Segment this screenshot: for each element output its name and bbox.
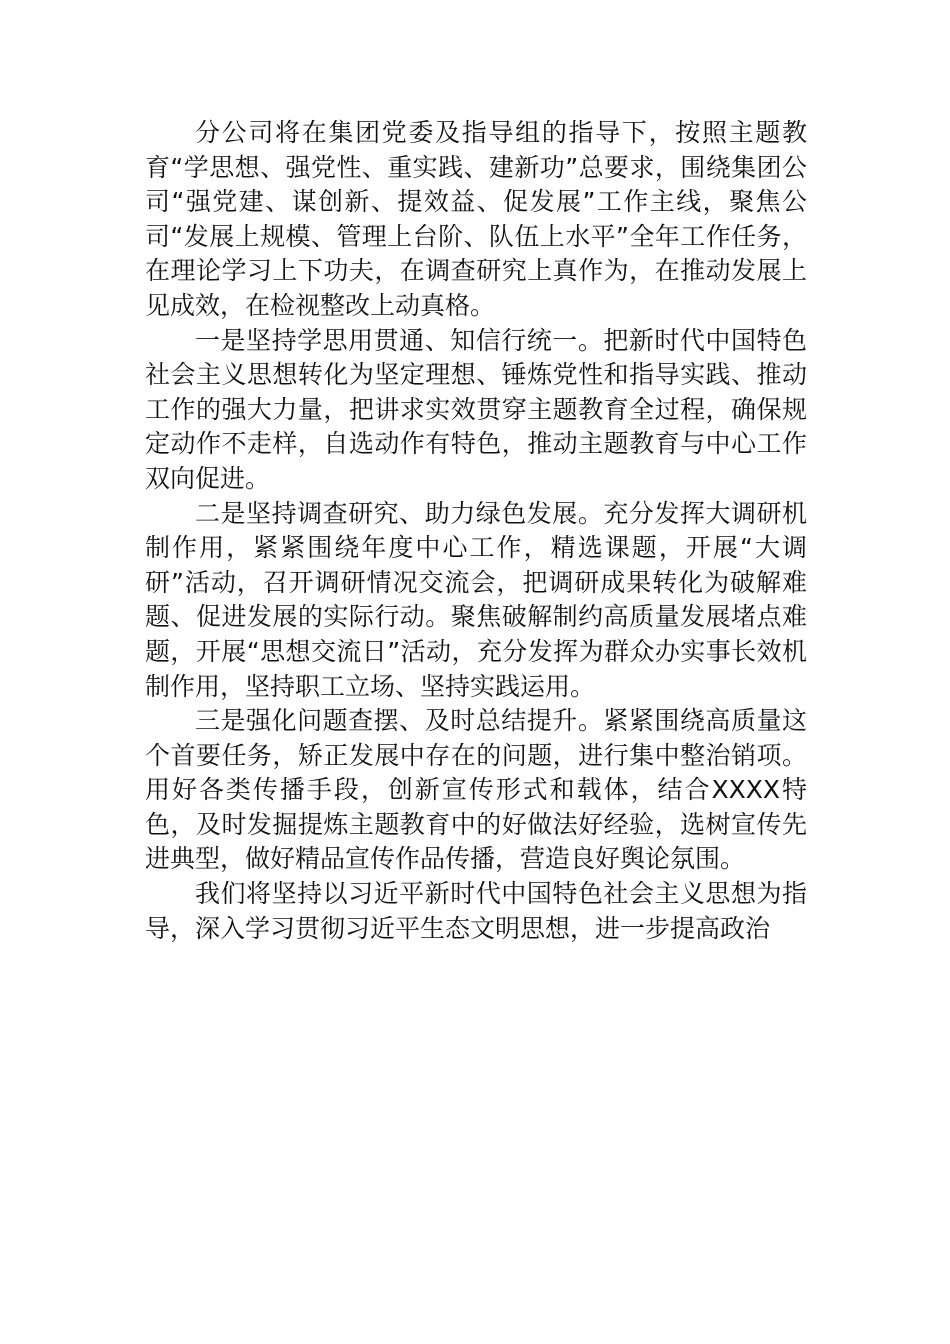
paragraph-point-three: 三是强化问题查摆、及时总结提升。紧紧围绕高质量这个首要任务，矫正发展中存在的问题，进行集中整治销项。用好各类传播手段，创新宣传形式和载体，结合XXXX特色，及时发掘提炼主题教育中的好做法好经验，选树宣传先进典型，做好精品宣传作品传播，营造良好舆论氛围。 [145,706,807,874]
paragraph-intro: 分公司将在集团党委及指导组的指导下，按照主题教育“学思想、强党性、重实践、建新功”总要求，围绕集团公司“强党建、谋创新、提效益、促发展”工作主线，聚焦公司“发展上规模、管理上台阶、队伍上水平”全年工作任务，在理论学习上下功夫，在调查研究上真作为，在推动发展上见成效，在检视整改上动真格。 [145,118,807,320]
paragraph-point-one: 一是坚持学思用贯通、知信行统一。把新时代中国特色社会主义思想转化为坚定理想、锤炼党性和指导实践、推动工作的强大力量，把讲求实效贯穿主题教育全过程，确保规定动作不走样，自选动作有特色，推动主题教育与中心工作双向促进。 [145,325,807,493]
paragraph-point-two: 二是坚持调查研究、助力绿色发展。充分发挥大调研机制作用，紧紧围绕年度中心工作，精选课题，开展“大调研”活动，召开调研情况交流会，把调研成果转化为破解难题、促进发展的实际行动。聚焦破解制约高质量发展堵点难题，开展“思想交流日”活动，充分发挥为群众办实事长效机制作用，坚持职工立场、坚持实践运用。 [145,498,807,701]
document-body [145,116,807,946]
paragraph-closing: 我们将坚持以习近平新时代中国特色社会主义思想为指导，深入学习贯彻习近平生态文明思想，进一步提高政治 [145,879,807,943]
